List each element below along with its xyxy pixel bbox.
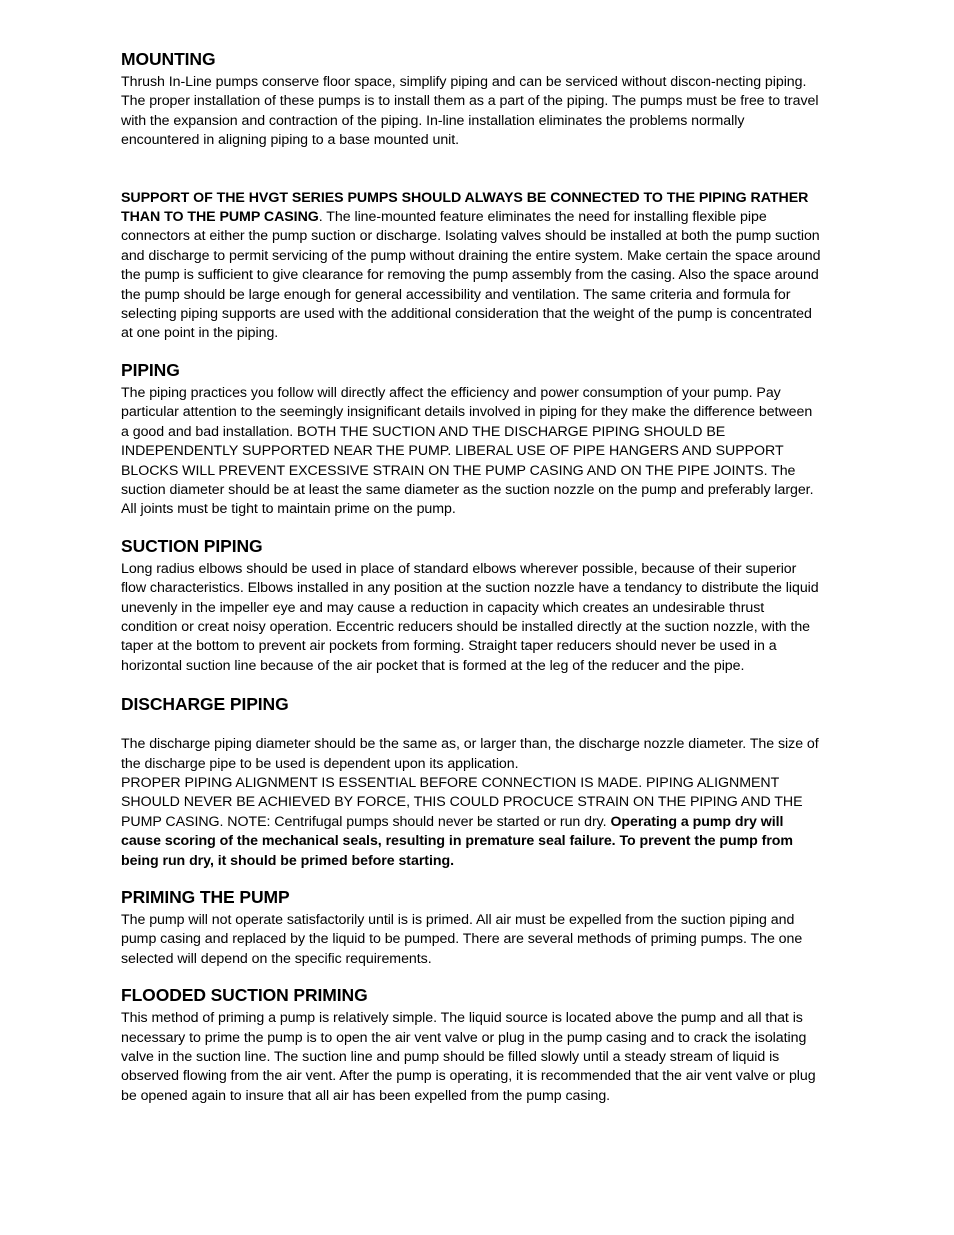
discharge-body-caps: PROPER PIPING ALIGNMENT IS ESSENTIAL BEFORE CONNECTION IS MADE. PIPING ALIGNMENT SHOULD NEVER BE ACHIEVED BY FORCE, THIS COULD PROCUCE STRAIN ON THE PIPING AND THE PUMP CASING. NOTE: Centrifugal pumps should never be started or run dry. xyxy=(121,774,803,830)
heading-mounting: MOUNTING xyxy=(121,49,216,69)
support-bold-lead: SUPPORT OF THE HVGT SERIES PUMPS SHOULD ALWAYS BE CONNECTED TO THE PIPING RATHER THAN TO THE PUMP CASING xyxy=(121,189,809,226)
section-flooded-suction-priming xyxy=(121,984,821,1106)
section-discharge-piping xyxy=(121,693,821,871)
section-piping xyxy=(121,359,821,520)
document-page xyxy=(121,48,821,1121)
paragraph-mounting: Thrush In-Line pumps conserve floor space, simplify piping and can be serviced without discon-necting piping. The proper installation of these pumps is to install them as a part of the piping. The pumps must be free to travel with the expansion and contraction of the piping. In-line installation eliminates the problems normally encountered in aligning piping to a base mounted unit. xyxy=(121,74,819,149)
section-priming xyxy=(121,886,821,969)
discharge-bold-tail: Operating a pump dry will cause scoring of the mechanical seals, resulting in premature seal failure. To prevent the pump from being run dry, it should be primed before starting. xyxy=(121,813,793,869)
paragraph-priming: The pump will not operate satisfactorily until is is primed. All air must be expelled from the suction piping and pump casing and replaced by the liquid to be pumped. There are several methods of priming pumps. The one selected will depend on the specific requirements. xyxy=(121,912,803,967)
paragraph-piping: The piping practices you follow will directly affect the efficiency and power consumption of your pump. Pay particular attention to the seemingly insignificant details involved in piping for they make the difference between a good and bad installation. BOTH THE SUCTION AND THE DISCHARGE PIPING SHOULD BE INDEPENDENTLY SUPPORTED NEAR THE PUMP. LIBERAL USE OF PIPE HANGERS AND SUPPORT BLOCKS WILL PREVENT EXCESSIVE STRAIN ON THE PUMP CASING AND ON THE PIPE JOINTS. The suction diameter should be at least the same diameter as the suction nozzle on the pump and preferably larger. All joints must be tight to maintain prime on the pump. xyxy=(121,384,814,518)
heading-flooded-suction-priming: FLOODED SUCTION PRIMING xyxy=(121,985,368,1006)
paragraph-flooded-suction-priming: This method of priming a pump is relatively simple. The liquid source is located above the pump and all that is necessary to prime the pump is to open the air vent valve or plug in the pump casing and to crack the isolating valve in the suction line. The suction line and pump should be filled slowly until a steady stream of liquid is observed flowing from the air vent. After the pump is operating, it is recommended that the air vent valve or plug be opened again to insure that all air has been expelled from the pump casing. xyxy=(121,1010,816,1104)
heading-piping: PIPING xyxy=(121,359,180,380)
heading-priming: PRIMING THE PUMP xyxy=(121,887,290,907)
section-support xyxy=(121,189,821,344)
heading-discharge-piping: DISCHARGE PIPING xyxy=(121,694,289,715)
support-body: . The line-mounted feature eliminates the need for installing flexible pipe connectors at either the pump suction or discharge. Isolating valves should be installed at both the pump suction and discharge to permit servicing of the pump without draining the entire system. Make certain the space around the pump is sufficient to give clearance for removing the pump assembly from the casing. Also the space around the pump should be large enough for general accessibility and ventilation. The same criteria and formula for selecting piping supports are used with the additional consideration that the weight of the pump is concentrated at one point in the piping. xyxy=(121,209,821,342)
paragraph-discharge-piping-2 xyxy=(121,774,821,871)
heading-suction-piping: SUCTION PIPING xyxy=(121,535,263,556)
paragraph-suction-piping: Long radius elbows should be used in place of standard elbows wherever possible, because of their superior flow characteristics. Elbows installed in any position at the suction nozzle have a tendancy to distribute the liquid unevenly in the impeller eye and may cause a reduction in capacity which creates an undesirable thrust condition or creat noisy operation. Eccentric reducers should be installed directly at the suction nozzle, with the taper at the bottom to prevent air pockets from forming. Straight taper reducers should never be used in a horizontal suction line because of the air pocket that is formed at the leg of the reducer and the pipe. xyxy=(121,560,819,674)
paragraph-support xyxy=(121,189,821,344)
section-suction-piping xyxy=(121,535,821,676)
paragraph-discharge-piping-1: The discharge piping diameter should be the same as, or larger than, the discharge nozzle diameter. The size of the discharge pipe to be used is dependent upon its application. xyxy=(121,736,819,772)
section-mounting xyxy=(121,48,821,151)
